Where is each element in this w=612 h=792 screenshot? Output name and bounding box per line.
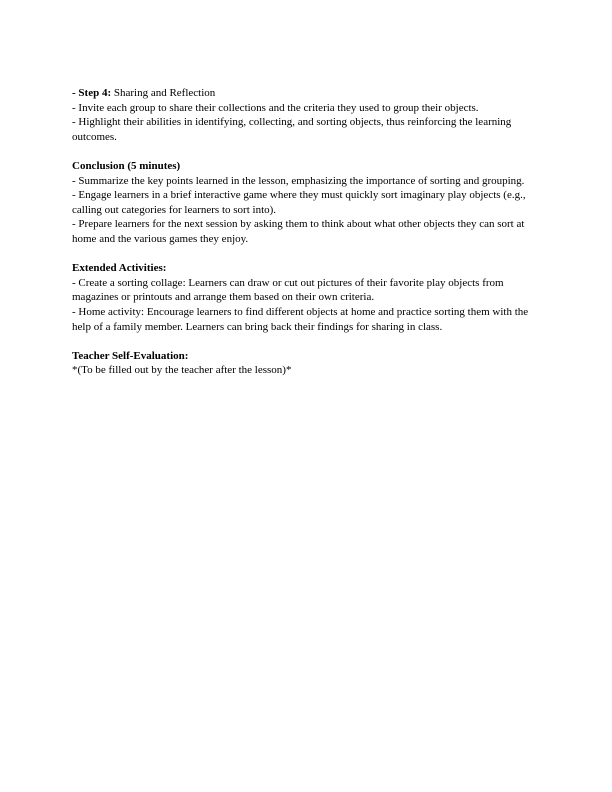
conclusion-bullet: - Prepare learners for the next session by asking them to think about what other objects they can sort at home and the various games they enjoy.	[72, 218, 525, 245]
step-4-label: - Step 4:	[72, 87, 112, 99]
self-evaluation-note: *(To be filled out by the teacher after the lesson)*	[72, 364, 292, 377]
self-evaluation-heading: Teacher Self-Evaluation:	[72, 349, 189, 362]
conclusion-bullet: - Summarize the key points learned in the lesson, emphasizing the importance of sorting and grouping.	[72, 174, 525, 187]
step-4-section	[72, 86, 547, 144]
conclusion-heading: Conclusion (5 minutes)	[72, 159, 181, 172]
extended-activities-bullet: - Create a sorting collage: Learners can draw or cut out pictures of their favorite play objects from magazines or printouts and arrange them based on their own criteria.	[72, 276, 504, 304]
step-4-title: Sharing and Reflection	[111, 87, 216, 99]
step-4-bullet: - Invite each group to share their collections and the criteria they used to group their objects.	[72, 101, 479, 114]
conclusion-bullet: - Engage learners in a brief interactive game where they must quickly sort imaginary play objects (e.g., calling out categories for learners to sort into).	[72, 189, 526, 216]
document-body	[72, 86, 547, 392]
self-evaluation-section	[72, 349, 547, 378]
extended-activities-bullet: - Home activity: Encourage learners to find different objects at home and practice sorting them with the help of a family member. Learners can bring back their findings for sharing in class.	[72, 305, 529, 333]
extended-activities-heading: Extended Activities:	[72, 262, 167, 275]
extended-activities-section	[72, 261, 547, 334]
conclusion-section	[72, 159, 547, 247]
step-4-heading	[72, 86, 547, 101]
step-4-bullet: - Highlight their abilities in identifying, collecting, and sorting objects, thus reinforcing the learning outcomes.	[72, 116, 512, 143]
